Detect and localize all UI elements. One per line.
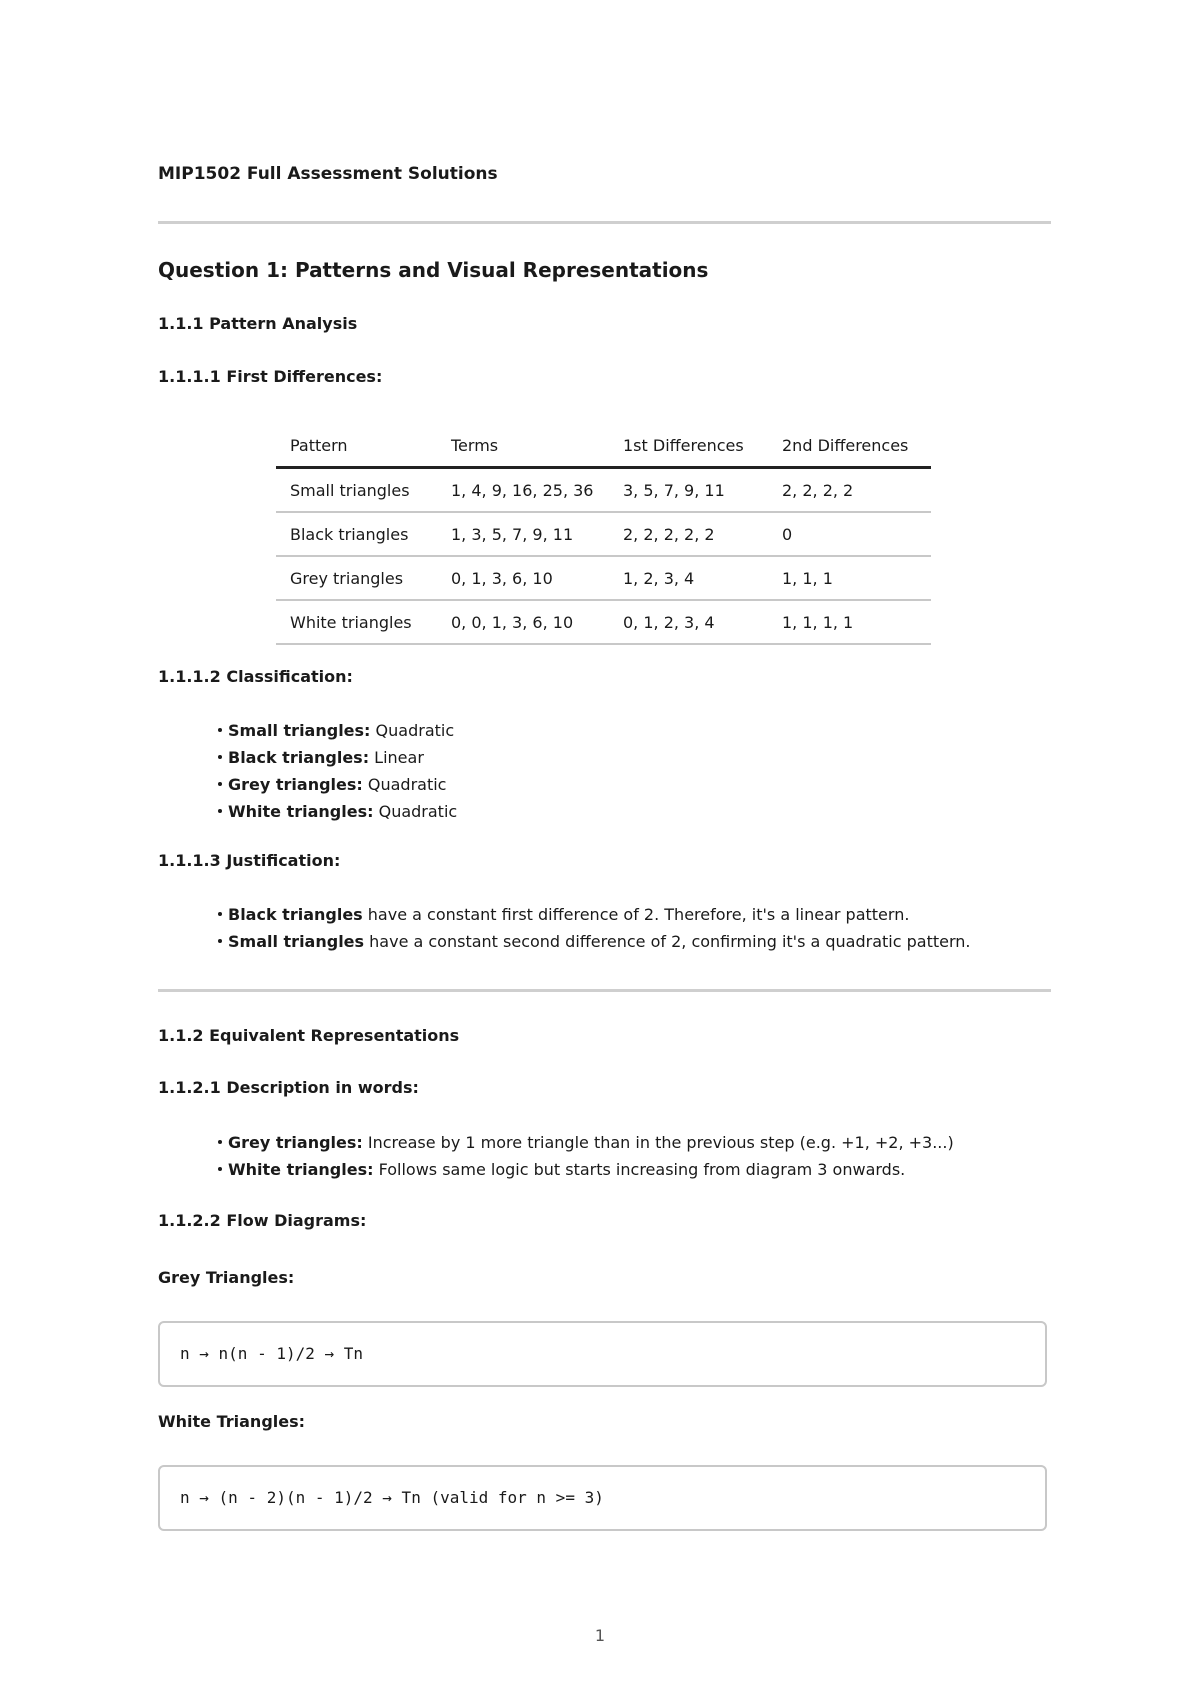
list-item [218,717,457,744]
white-flow-code: n → (n - 2)(n - 1)/2 → Tn (valid for n >= 3) [158,1465,1047,1531]
table-cell: 1, 2, 3, 4 [609,556,768,600]
item-text: Quadratic [362,775,447,794]
table-row [276,468,931,513]
list-item [218,1156,954,1183]
bullet-icon [218,809,222,813]
bullet-icon [218,1167,222,1171]
item-text: Quadratic [370,721,455,740]
item-label: Small triangles: [228,721,371,740]
bullet-icon [218,755,222,759]
item-label: White triangles: [228,802,374,821]
item-text: have a constant second difference of 2, confirming it's a quadratic pattern. [364,932,971,951]
table-header-row [276,424,931,468]
white-triangles-label: White Triangles: [158,1412,306,1431]
flow-diagrams-heading: 1.1.2.2 Flow Diagrams: [158,1211,367,1230]
item-label: Black triangles [228,905,363,924]
page-number: 1 [594,1626,606,1645]
table-cell: Grey triangles [276,556,437,600]
item-text: have a constant first difference of 2. Therefore, it's a linear pattern. [362,905,910,924]
table-cell: 1, 1, 1, 1 [768,600,931,644]
grey-flow-code: n → n(n - 1)/2 → Tn [158,1321,1047,1387]
section-1-1-2-heading: 1.1.2 Equivalent Representations [158,1026,460,1045]
table-row [276,512,931,556]
bullet-icon [218,912,222,916]
table-row [276,600,931,644]
table-cell: 2, 2, 2, 2 [768,468,931,513]
section-1-1-1-heading: 1.1.1 Pattern Analysis [158,314,358,333]
column-header: 2nd Differences [768,424,931,468]
classification-heading: 1.1.1.2 Classification: [158,667,353,686]
list-item [218,928,971,955]
item-label: Grey triangles: [228,775,363,794]
table-cell: 1, 4, 9, 16, 25, 36 [437,468,609,513]
bullet-icon [218,1140,222,1144]
first-differences-heading: 1.1.1.1 First Differences: [158,367,383,386]
bullet-icon [218,728,222,732]
item-label: Small triangles [228,932,365,951]
description-list [218,1129,954,1183]
table-cell: 0 [768,512,931,556]
table-cell: White triangles [276,600,437,644]
table-cell: 1, 1, 1 [768,556,931,600]
grey-triangles-label: Grey Triangles: [158,1268,295,1287]
item-text: Increase by 1 more triangle than in the previous step (e.g. +1, +2, +3...) [362,1133,954,1152]
table-cell: 3, 5, 7, 9, 11 [609,468,768,513]
item-label: Black triangles: [228,748,370,767]
column-header: 1st Differences [609,424,768,468]
item-text: Quadratic [373,802,458,821]
column-header: Pattern [276,424,437,468]
justification-heading: 1.1.1.3 Justification: [158,851,341,870]
column-header: Terms [437,424,609,468]
list-item [218,1129,954,1156]
question-1-heading: Question 1: Patterns and Visual Representations [158,258,709,282]
document-title: MIP1502 Full Assessment Solutions [158,164,498,184]
table-cell: 0, 1, 2, 3, 4 [609,600,768,644]
item-text: Linear [369,748,424,767]
list-item [218,901,971,928]
differences-table [276,424,931,645]
table-cell: 0, 1, 3, 6, 10 [437,556,609,600]
list-item [218,771,457,798]
item-label: White triangles: [228,1160,374,1179]
description-heading: 1.1.2.1 Description in words: [158,1078,419,1097]
list-item [218,798,457,825]
list-item [218,744,457,771]
bullet-icon [218,782,222,786]
divider [158,989,1051,992]
table-cell: Small triangles [276,468,437,513]
classification-list [218,717,457,825]
table-cell: Black triangles [276,512,437,556]
table-row [276,556,931,600]
table-cell: 1, 3, 5, 7, 9, 11 [437,512,609,556]
justification-list [218,901,971,955]
table-cell: 0, 0, 1, 3, 6, 10 [437,600,609,644]
table-cell: 2, 2, 2, 2, 2 [609,512,768,556]
item-label: Grey triangles: [228,1133,363,1152]
bullet-icon [218,939,222,943]
divider [158,221,1051,224]
item-text: Follows same logic but starts increasing from diagram 3 onwards. [373,1160,906,1179]
